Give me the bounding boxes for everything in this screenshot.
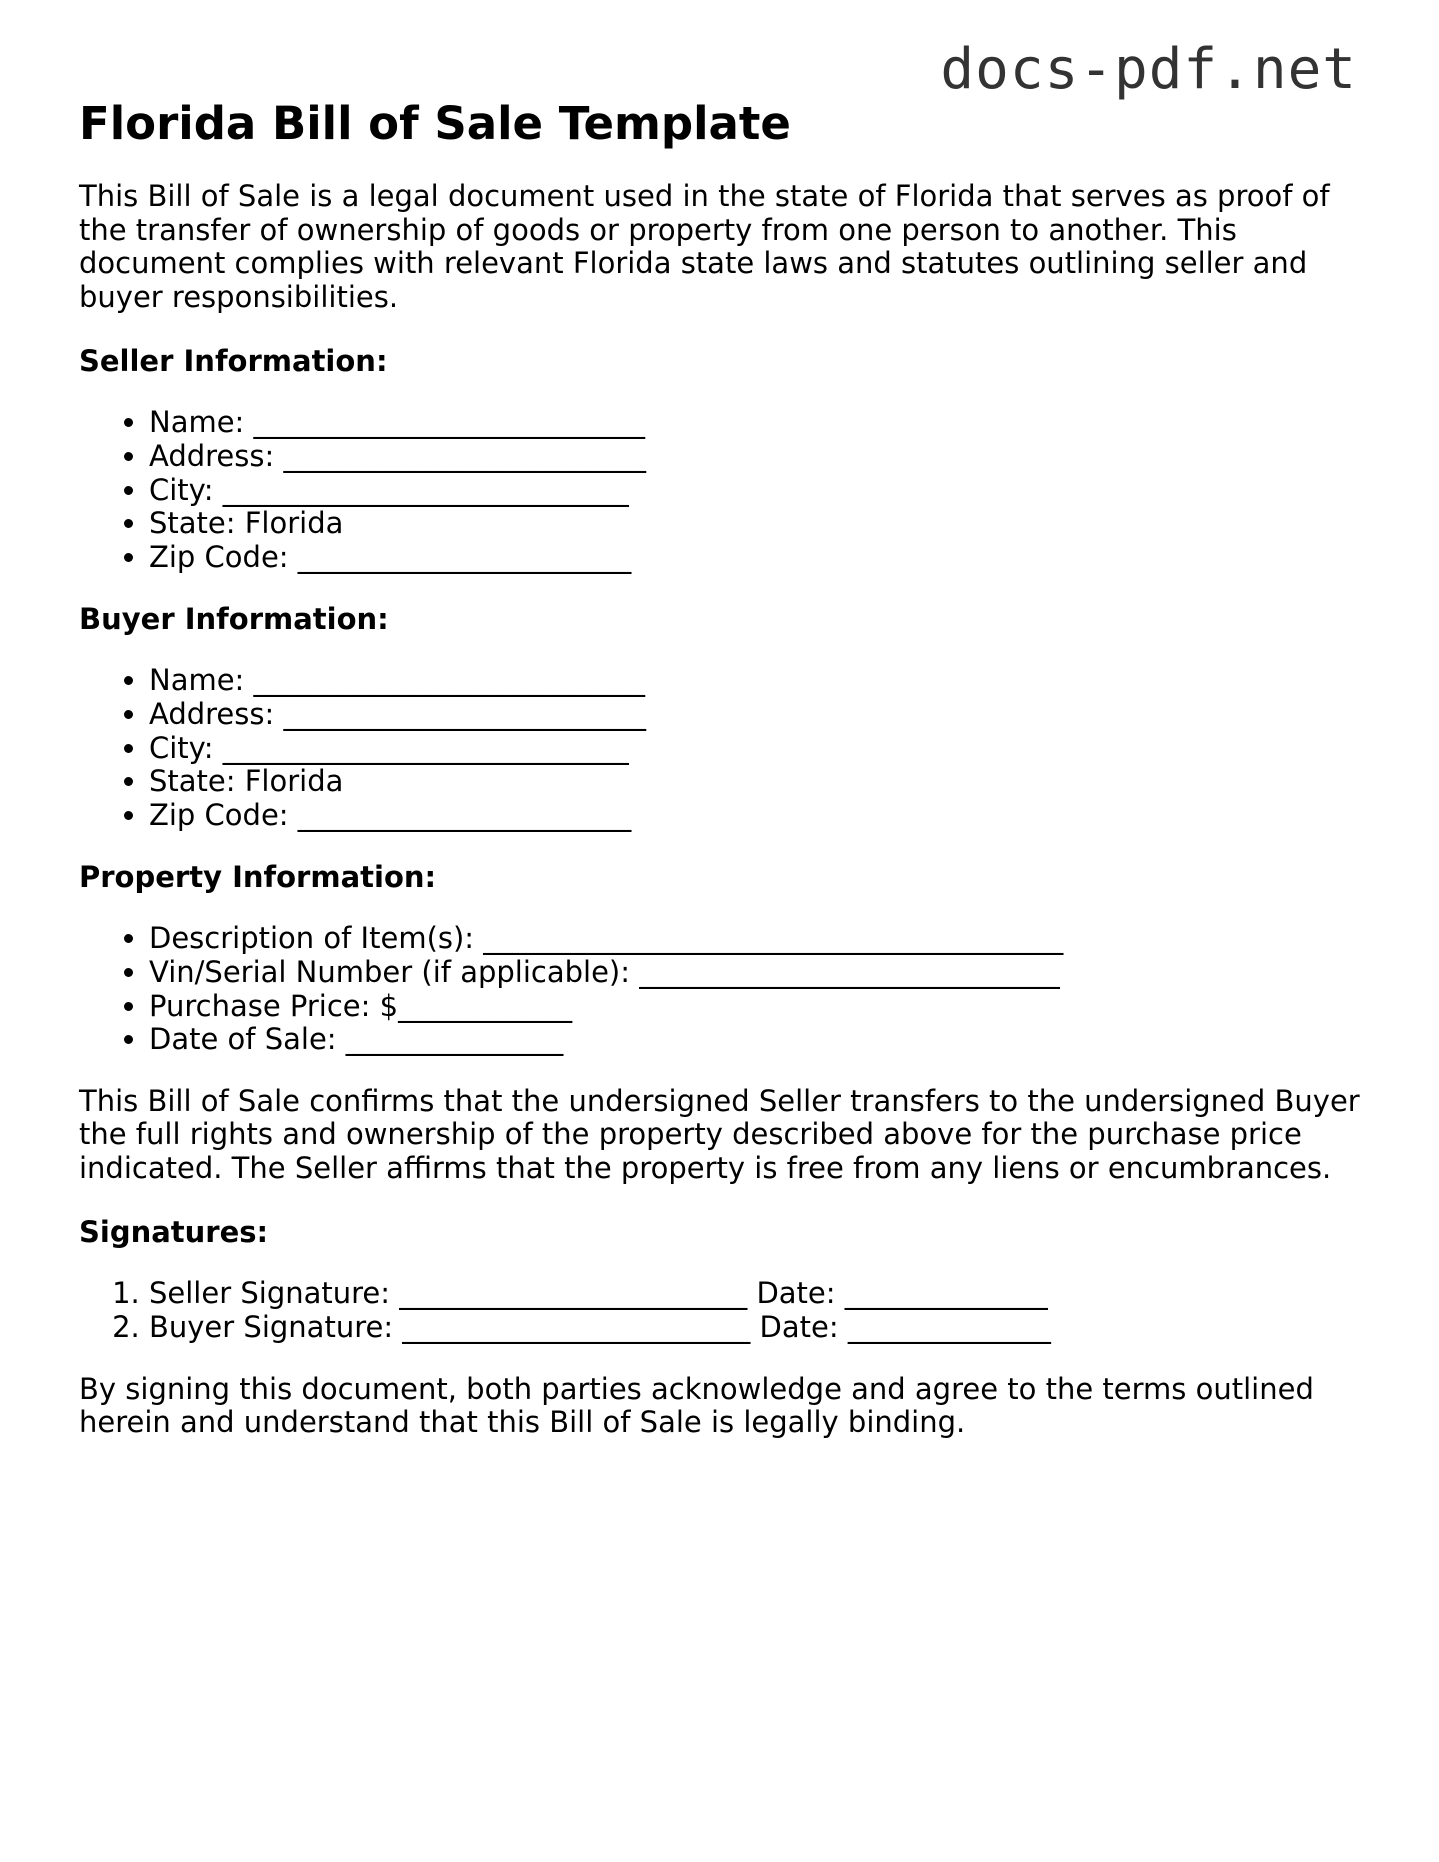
property-list xyxy=(79,922,1369,1056)
buyer-list xyxy=(79,664,1369,832)
seller-zip-field: • Zip Code: _______________________ xyxy=(149,541,1369,575)
watermark: docs-pdf.net xyxy=(940,37,1357,102)
confirmation-paragraph: This Bill of Sale confirms that the undersigned Seller transfers to the undersigned Buyer the full rights and ownership of the property described above for the purchase price indicated. The Seller affirms that the property is free from any liens or encumbrances. xyxy=(79,1083,1360,1185)
buyer-city-field: • City: ____________________________ xyxy=(149,732,1369,766)
seller-city-field: • City: ____________________________ xyxy=(149,474,1369,508)
seller-name-field: • Name: ___________________________ xyxy=(149,406,1369,440)
buyer-address-field: • Address: _________________________ xyxy=(149,698,1369,732)
seller-address-field: • Address: _________________________ xyxy=(149,440,1369,474)
property-heading: Property Information: xyxy=(79,860,437,895)
buyer-signature-line: 2. Buyer Signature: ________________________ Date: ______________ xyxy=(149,1311,1369,1345)
closing-paragraph: By signing this document, both parties acknowledge and agree to the terms outlined herein and understand that this Bill of Sale is legally binding. xyxy=(79,1371,1314,1440)
seller-list xyxy=(79,406,1369,574)
signatures-heading: Signatures: xyxy=(79,1215,269,1250)
property-date-field: • Date of Sale: _______________ xyxy=(149,1023,1369,1057)
property-price-field: • Purchase Price: $____________ xyxy=(149,990,1369,1024)
signatures-list xyxy=(79,1277,1369,1344)
intro-paragraph: This Bill of Sale is a legal document used in the state of Florida that serves as proof of the transfer of ownership of goods or property from one person to another. This document complies with relevant Florida state laws and statutes outlining seller and buyer responsibilities. xyxy=(79,179,1330,314)
document-page xyxy=(79,98,1369,1468)
seller-state-field: • State: Florida xyxy=(149,507,1369,541)
seller-signature-line: 1. Seller Signature: ________________________ Date: ______________ xyxy=(149,1277,1369,1311)
buyer-state-field: • State: Florida xyxy=(149,765,1369,799)
seller-heading: Seller Information: xyxy=(79,344,388,379)
property-vin-field: • Vin/Serial Number (if applicable): _____________________________ xyxy=(149,956,1369,990)
buyer-name-field: • Name: ___________________________ xyxy=(149,664,1369,698)
buyer-zip-field: • Zip Code: _______________________ xyxy=(149,799,1369,833)
buyer-heading: Buyer Information: xyxy=(79,602,389,637)
page-title: Florida Bill of Sale Template xyxy=(79,97,791,150)
property-description-field: • Description of Item(s): ________________________________________ xyxy=(149,922,1369,956)
